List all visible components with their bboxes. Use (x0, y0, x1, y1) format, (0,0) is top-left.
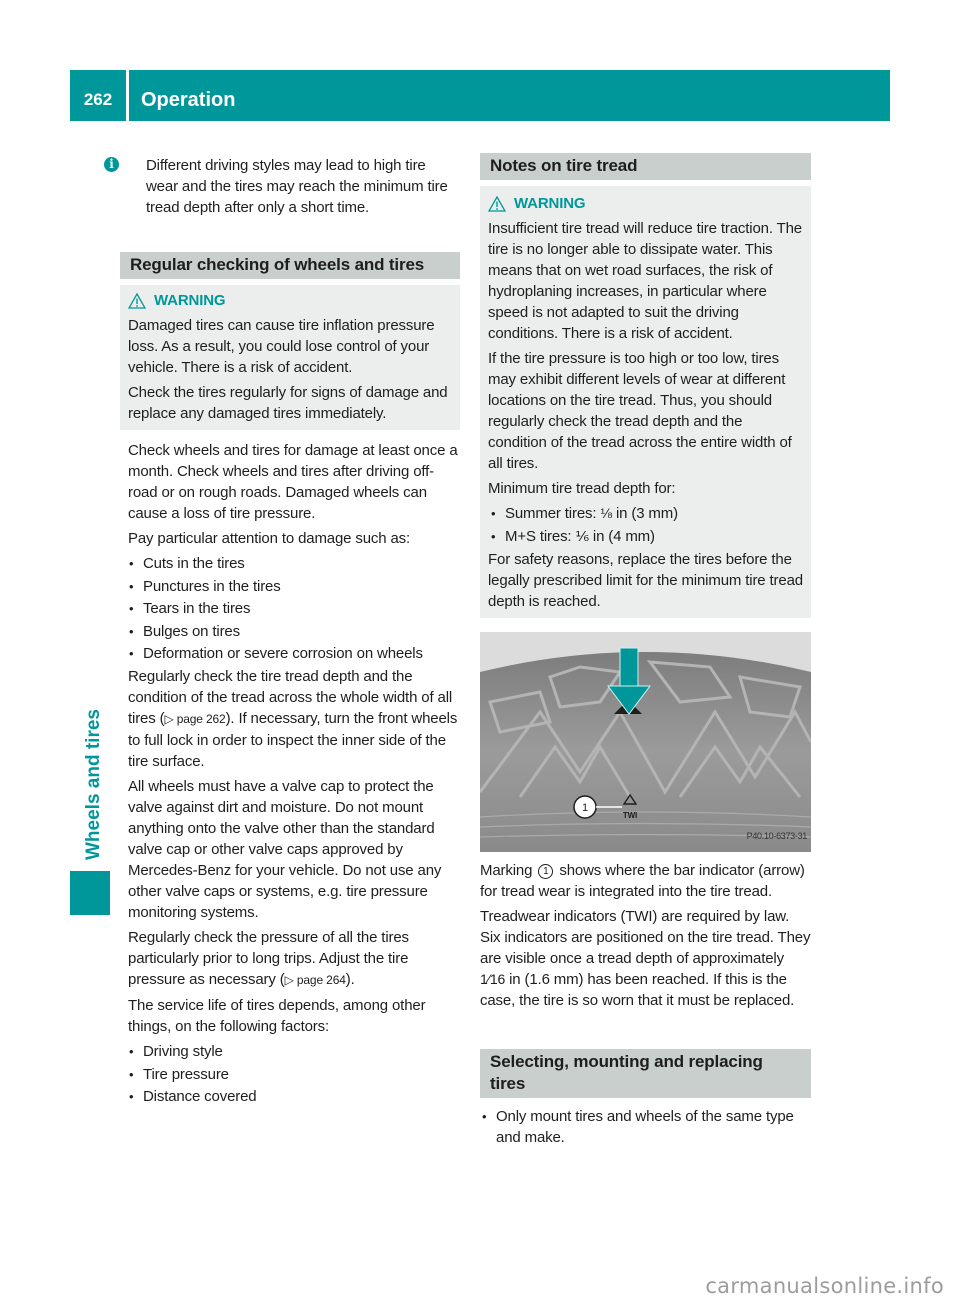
text-span: Treadwear indicators (TWI) are required by law. Six indicators are positioned on the tire tread. They are visible once a tread depth of approximately (480, 907, 811, 967)
tire-tread-illustration (480, 632, 811, 852)
body-paragraph (128, 666, 460, 772)
svg-text:TWI: TWI (622, 810, 638, 820)
warning-title (488, 194, 803, 214)
body-paragraph (480, 906, 811, 1011)
list-item: • Tire pressure (143, 1064, 460, 1085)
list-item: • Driving style (143, 1041, 460, 1062)
figure-code: P40.10-6373-31 (746, 830, 807, 841)
section-heading: Selecting, mounting and replacing tires (480, 1049, 811, 1098)
warning-paragraph: Minimum tire tread depth for: (488, 480, 676, 497)
info-note-text: Different driving styles may lead to high tire wear and the tires may reach the minimum tire tread depth after only a short time. (146, 157, 448, 216)
right-column (480, 153, 811, 1150)
warning-paragraph: Check the tires regularly for signs of damage and replace any damaged tires immediately. (128, 384, 448, 422)
list-item (505, 526, 803, 547)
warning-label: WARNING (154, 292, 226, 309)
info-icon: i (104, 157, 119, 172)
body-paragraph: Check wheels and tires for damage at least once a month. Check wheels and tires after driving off-road or on rough roads. Damaged wheels can cause a loss of tire pressure. (128, 442, 458, 522)
warning-triangle-icon (128, 293, 146, 309)
page-header (70, 70, 890, 121)
info-note (104, 155, 460, 218)
watermark: carmanualsonline.info (705, 1274, 944, 1298)
list-item: • Deformation or severe corrosion on wheels (143, 643, 460, 664)
warning-triangle-icon (488, 196, 506, 212)
text-span: in (4 mm) (588, 527, 655, 545)
body-paragraph: The service life of tires depends, among other things, on the following factors: (128, 997, 426, 1035)
warning-box (480, 186, 811, 618)
svg-text:1: 1 (582, 801, 588, 814)
text-span: shows where the bar indicator (arrow) for tread wear is integrated into the tire tread. (480, 861, 805, 900)
text-span: Regularly check the pressure of all the tires particularly prior to long trips. Adjust the tire pressure as necessary ( (128, 929, 409, 988)
min-depth-list (488, 503, 803, 547)
list-item: • Bulges on tires (143, 621, 460, 642)
text-span: ). If necessary, turn the front wheels to full lock in order to inspect the inner side of the tire surface. (128, 710, 458, 770)
factors-list (128, 1041, 460, 1107)
text-span: Regularly check the tire tread depth and the condition of the tread across the whole width of all tires ( (128, 668, 453, 727)
warning-paragraph: For safety reasons, replace the tires before the legally prescribed limit for the minimum tire tread depth is reached. (488, 550, 803, 610)
chapter-tab-marker (70, 871, 110, 915)
callout-number: 1 (538, 864, 553, 879)
mount-list (480, 1106, 811, 1148)
page-number: 262 (83, 90, 113, 109)
page-reference-link[interactable]: ▷ page 262 (164, 712, 226, 726)
list-item (505, 503, 803, 524)
text-span: in (1.6 mm) has been reached. If this is the case, the tire is so worn that it must be replaced. (480, 970, 795, 1009)
fraction: ⅙ (575, 527, 589, 544)
fraction: ⅛ (600, 505, 612, 521)
section-heading: Notes on tire tread (480, 153, 811, 180)
body-paragraph (480, 860, 811, 902)
text-span: in (3 mm) (611, 505, 678, 522)
warning-title (128, 291, 452, 311)
warning-paragraph: Damaged tires can cause tire inflation pressure loss. As a result, you could lose control of your vehicle. There is a risk of accident. (128, 317, 435, 376)
body-paragraph: All wheels must have a valve cap to protect the valve against dirt and moisture. Do not mount anything onto the valve other than the standard valve cap or other valve caps approved by Mercedes-Benz for your vehicle. Do not use any other valve caps or systems, e.g. tire pressure monitoring systems. (128, 778, 442, 921)
text-span: ). (345, 971, 355, 988)
list-item: • Distance covered (143, 1086, 460, 1107)
list-item: • Punctures in the tires (143, 576, 460, 597)
fraction: 1⁄16 (480, 970, 506, 987)
list-item: • Only mount tires and wheels of the same type and make. (496, 1106, 811, 1148)
left-column (109, 155, 460, 1109)
section-title: Operation (141, 89, 236, 111)
warning-label: WARNING (514, 195, 586, 212)
damage-list (128, 553, 460, 664)
warning-paragraph: If the tire pressure is too high or too low, tires may exhibit different levels of wear at different locations on the tire tread. Thus, you should regularly check the tread depth and the condition of the tread across the entire width of all tires. (488, 350, 792, 472)
text-span: Summer tires: (505, 505, 601, 522)
warning-box (120, 285, 460, 430)
tire-tread-figure (480, 632, 811, 852)
body-paragraph (128, 927, 460, 991)
list-item: • Tears in the tires (143, 598, 460, 619)
warning-paragraph: Insufficient tire tread will reduce tire traction. The tire is no longer able to dissipate water. This means that on wet road surfaces, the risk of hydroplaning increases, in particular where speed is not adapted to suit the driving conditions. There is a risk of accident. (488, 220, 802, 342)
body-paragraph: Pay particular attention to damage such as: (128, 530, 411, 547)
text-span: Marking (480, 861, 537, 879)
header-divider (126, 70, 129, 121)
text-span: M+S tires: (505, 527, 576, 545)
section-heading: Regular checking of wheels and tires (120, 252, 460, 279)
chapter-tab-label: Wheels and tires (83, 709, 104, 860)
page-reference-link[interactable]: ▷ page 264 (284, 973, 346, 987)
list-item: • Cuts in the tires (143, 553, 460, 574)
